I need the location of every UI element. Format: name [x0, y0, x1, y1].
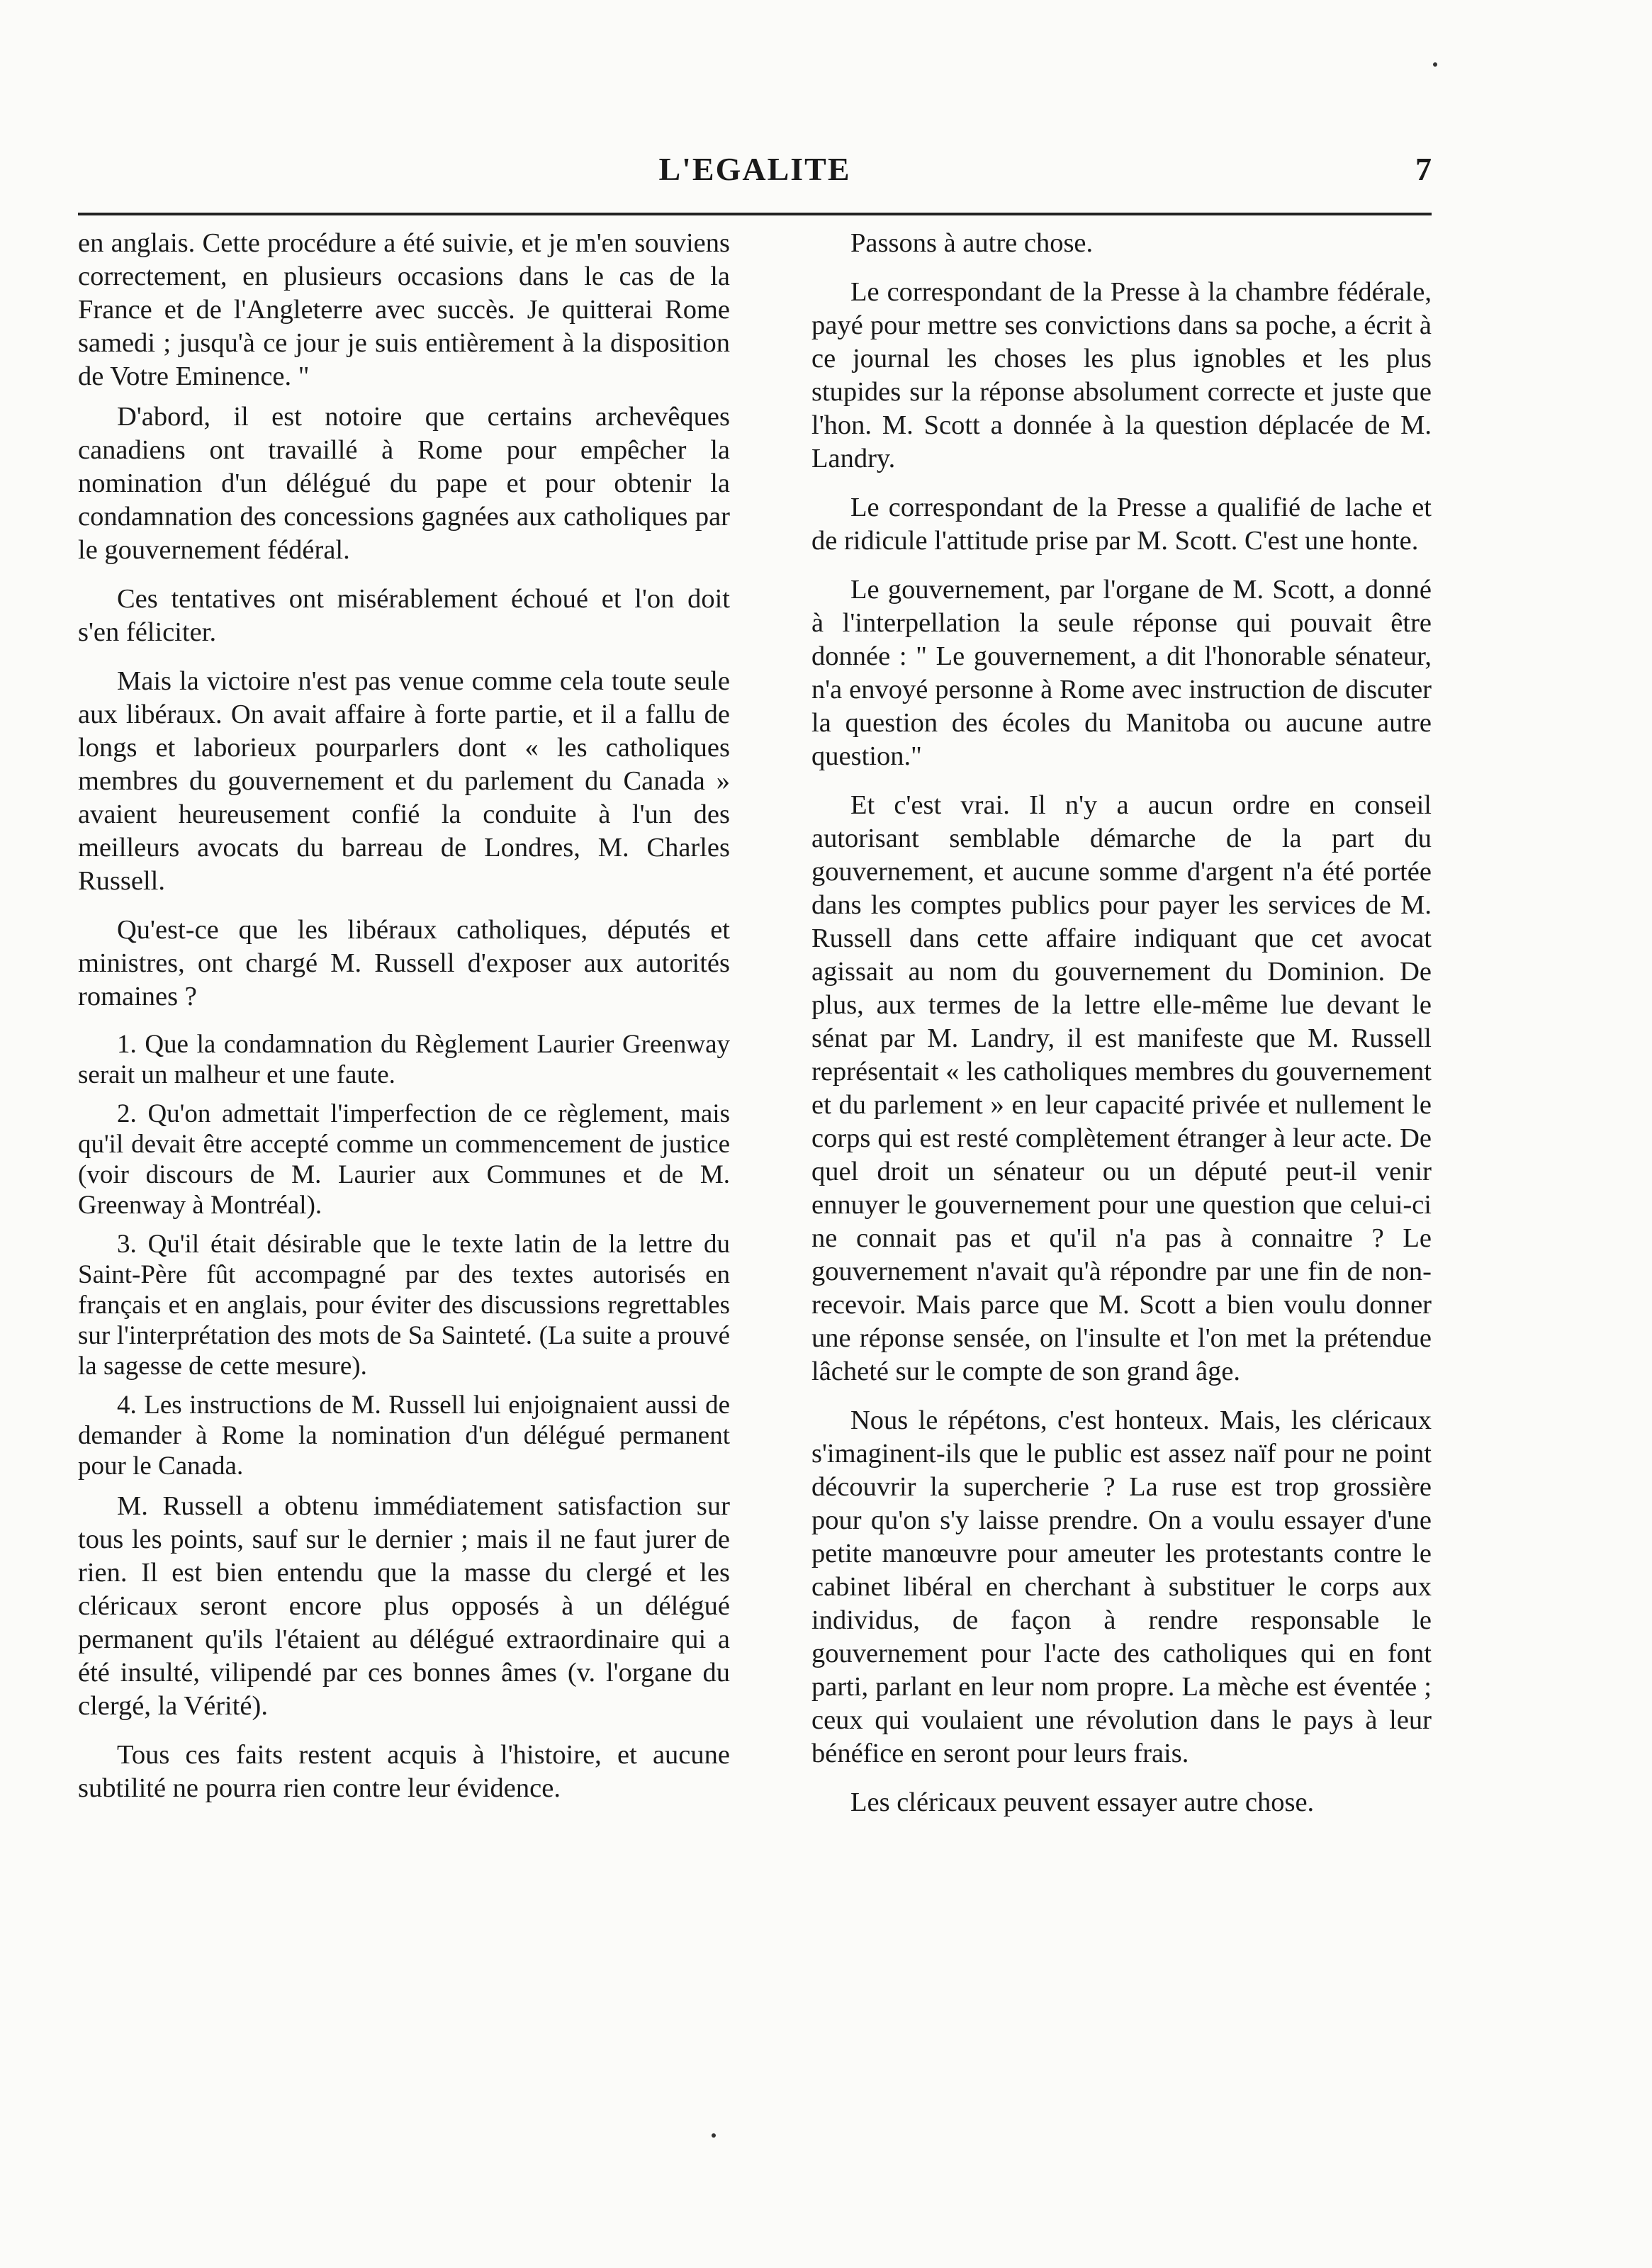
- paragraph: Les cléricaux peuvent essayer autre chose.: [850, 1787, 1315, 1817]
- paragraph: Qu'est-ce que les libéraux catholiques, députés et ministres, ont chargé M. Russell d'exposer aux autorités romaines ?: [78, 915, 730, 1011]
- newspaper-title: L'EGALITE: [658, 151, 851, 187]
- page-header: [78, 150, 1432, 200]
- paragraph: Tous ces faits restent acquis à l'histoire, et aucune subtilité ne pourra rien contre leur évidence.: [78, 1740, 730, 1803]
- header-rule: [78, 213, 1432, 215]
- page-number: 7: [1415, 151, 1432, 187]
- list-item: 1. Que la condamnation du Règlement Laurier Greenway serait un malheur et une faute.: [78, 1030, 730, 1089]
- left-column: [78, 227, 730, 1821]
- paragraph: D'abord, il est notoire que certains archevêques canadiens ont travaillé à Rome pour empêcher la nomination d'un délégué du pape et pour obtenir la condamnation des concessions gagnées aux catholiques par le gouvernement fédéral.: [78, 402, 730, 565]
- paragraph: en anglais. Cette procédure a été suivie, et je m'en souviens correctement, en plusieurs occasions dans le cas de la France et de l'Angleterre avec succès. Je quitterai Rome samedi ; jusqu'à ce jour je suis entièrement à la disposition de Votre Eminence. ": [78, 228, 730, 391]
- list-item: 2. Qu'on admettait l'imperfection de ce règlement, mais qu'il devait être accepté comme un commencement de justice (voir discours de M. Laurier aux Communes et de M. Greenway à Montréal).: [78, 1099, 730, 1220]
- paragraph: Le correspondant de la Presse a qualifié de lache et de ridicule l'attitude prise par M. Scott. C'est une honte.: [811, 493, 1432, 556]
- print-speck: [1433, 62, 1437, 67]
- right-column: [811, 227, 1432, 1835]
- paragraph: Mais la victoire n'est pas venue comme cela toute seule aux libéraux. On avait affaire à forte partie, et il a fallu de longs et laborieux pourparlers dont « les catholiques membres du gouvernement et du parlement du Canada » avaient heureusement confié la conduite à l'un des meilleurs avocats du barreau de Londres, M. Charles Russell.: [78, 666, 730, 896]
- paragraph: M. Russell a obtenu immédiatement satisfaction sur tous les points, sauf sur le dernier ; mais il ne faut jurer de rien. Il est bien entendu que la masse du clergé et les cléricaux seront encore plus opposés à un délégué permanent qu'ils l'étaient au délégué extraordinaire qui a été insulté, vilipendé par ces bonnes âmes (v. l'organe du clergé, la Vérité).: [78, 1491, 730, 1721]
- paragraph: Nous le répétons, c'est honteux. Mais, les cléricaux s'imaginent-ils que le public est assez naïf pour ne point découvrir la supercherie ? La ruse est trop grossière pour qu'on s'y laisse prendre. On a voulu essayer d'une petite manœuvre pour ameuter les protestants contre le cabinet libéral en cherchant à substituer le corps aux individus, de façon à rendre responsable le gouvernement pour l'acte des catholiques qui en font parti, parlant en leur nom propre. La mèche est éventée ; ceux qui voulaient une révolution dans le pays à leur bénéfice en seront pour leurs frais.: [811, 1405, 1432, 1768]
- paragraph: Ces tentatives ont misérablement échoué et l'on doit s'en féliciter.: [78, 584, 730, 647]
- print-speck: [712, 2133, 716, 2138]
- paragraph: Le gouvernement, par l'organe de M. Scott, a donné à l'interpellation la seule réponse qui pouvait être donnée : " Le gouvernement, a dit l'honorable sénateur, n'a envoyé personne à Rome avec instruction de discuter la question des écoles du Manitoba ou aucune autre question.": [811, 575, 1432, 771]
- list-item: 3. Qu'il était désirable que le texte latin de la lettre du Saint-Père fût accompagné par des textes autorisés en français et en anglais, pour éviter des discussions regrettables sur l'interprétation des mots de Sa Sainteté. (La suite a prouvé la sagesse de cette mesure).: [78, 1230, 730, 1381]
- list-item: 4. Les instructions de M. Russell lui enjoignaient aussi de demander à Rome la nomination d'un délégué permanent pour le Canada.: [78, 1391, 730, 1481]
- paragraph: Passons à autre chose.: [850, 228, 1094, 258]
- paragraph: Et c'est vrai. Il n'y a aucun ordre en conseil autorisant semblable démarche de la part du gouvernement, et aucune somme d'argent n'a été portée dans les comptes publics pour payer les services de M. Russell dans cette affaire indiquant que cet avocat agissait au nom du gouvernement du Dominion. De plus, aux termes de la lettre elle-même lue devant le sénat par M. Landry, il est manifeste que M. Russell représentait « les catholiques membres du gouvernement et du parlement » en leur capacité privée et nullement le corps qui est resté complètement étranger à leur acte. De quel droit un sénateur ou un député peut-il venir ennuyer le gouvernement pour une question que celui-ci ne connait pas et qu'il n'a pas à connaitre ? Le gouvernement n'avait qu'à répondre par une fin de non-recevoir. Mais parce que M. Scott a bien voulu donner une réponse sensée, on l'insulte et l'on met la prétendue lâcheté sur le compte de son grand âge.: [811, 790, 1432, 1386]
- paragraph: Le correspondant de la Presse à la chambre fédérale, payé pour mettre ses convictions dans sa poche, a écrit à ce journal les choses les plus ignobles et les plus stupides sur la réponse absolument correcte et juste que l'hon. M. Scott a donnée à la question déplacée de M. Landry.: [811, 277, 1432, 473]
